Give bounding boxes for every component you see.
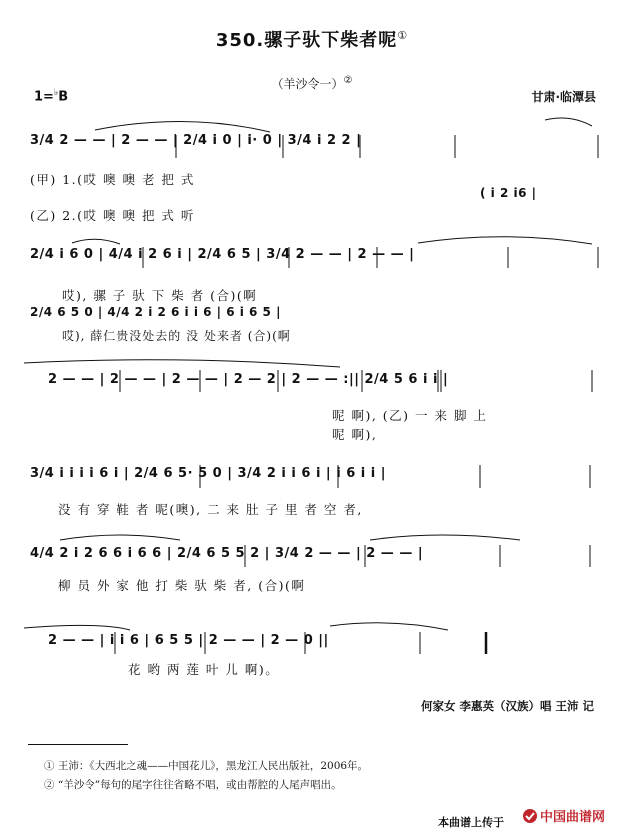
notation-row-2: 2/4 i 6 0 | 4/4 i 2 6 i | 2/4 6 5 | 3/4 2 — — | 2 — — | [30, 247, 415, 262]
slur [72, 239, 120, 244]
lyrics-row-4: 没 有 穿 鞋 者 呢(噢), 二 来 肚 子 里 者 空 者, [58, 502, 363, 517]
lyrics-row-5: 柳 员 外 家 他 打 柴 驮 柴 者, (合)(啊 [58, 578, 306, 593]
lyrics-row-6: 花 哟 两 莲 叶 儿 啊)。 [128, 662, 280, 677]
slur [330, 623, 448, 630]
flat-icon: ♭ [53, 88, 59, 98]
notation-row-4: 3/4 i i i i 6 i | 2/4 6 5· 5 0 | 3/4 2 i i 6 i | i 6 i i | [30, 466, 386, 481]
slur [545, 118, 592, 126]
notation-row-1: 3/4 2 — — | 2 — — | 2/4 i 0 | i· 0 | 3/4 i 2 2 | [30, 133, 362, 148]
slur [24, 360, 340, 367]
notation-row-3: 2 — — | 2 — — | 2 — — | 2 — 2 | 2 — — :|| 2/4 5 6 i i | [48, 372, 449, 387]
key-prefix: 1= [34, 89, 54, 105]
subtitle-text: （羊沙令一） [271, 77, 344, 91]
site-logo[interactable] [520, 806, 616, 826]
footnote-1: ① 王沛：《大西北之魂——中国花儿》，黑龙江人民出版社，2006年。 [44, 760, 369, 772]
logo-text: 中国曲谱网 [540, 810, 606, 825]
notation-row-5: 4/4 2 i 2 6 6 i 6 6 | 2/4 6 5 5 2 | 3/4 2 — — | 2 — — | [30, 546, 424, 561]
alt-notation-row-2: 2/4 6 5 0 | 4/4 2 i 2 6 i i 6 | 6 i 6 5 | [30, 305, 281, 319]
lyrics-row-2a: 哎), 骡 子 驮 下 柴 者 (合)(啊 [62, 288, 258, 303]
footnote-2: ② “羊沙令”每句的尾字往往省略不唱，或由帮腔的人尾声唱出。 [44, 779, 342, 791]
notation-row-6: 2 — — | i i 6 | 6 5 5 | 2 — — | 2 — 0 || [48, 633, 329, 648]
key-note: B [58, 89, 69, 105]
slur [24, 625, 130, 630]
footnote-divider [28, 744, 128, 745]
song-title-text: 350.骡子驮下柴者呢 [215, 30, 398, 51]
performer-credit: 何家女 李惠英（汉族）唱 王沛 记 [420, 699, 594, 713]
slur [95, 121, 270, 132]
subtitle-footnote-mark: ② [343, 75, 353, 86]
alt-notation-row-1: ( i 2 i6 | [480, 186, 537, 200]
logo-mark-icon [523, 809, 537, 823]
region-label: 甘肃·临潭县 [531, 90, 596, 104]
lyrics-row-1a: (甲) 1.(哎 噢 噢 老 把 式 [30, 172, 195, 187]
upload-notice: 本曲谱上传于 [438, 816, 504, 829]
lyrics-row-3b: 呢 啊), [332, 427, 378, 442]
slur [60, 535, 180, 540]
lyrics-row-2b: 哎), 薛仁贵没处去的 没 处来者 (合)(啊 [62, 329, 291, 343]
title-footnote-mark: ① [397, 29, 409, 42]
slur [418, 237, 592, 244]
lyrics-row-3a: 呢 啊), (乙) 一 来 脚 上 [332, 408, 488, 423]
slur [370, 535, 520, 540]
lyrics-row-1b: (乙) 2.(哎 噢 噢 把 式 听 [30, 208, 195, 223]
